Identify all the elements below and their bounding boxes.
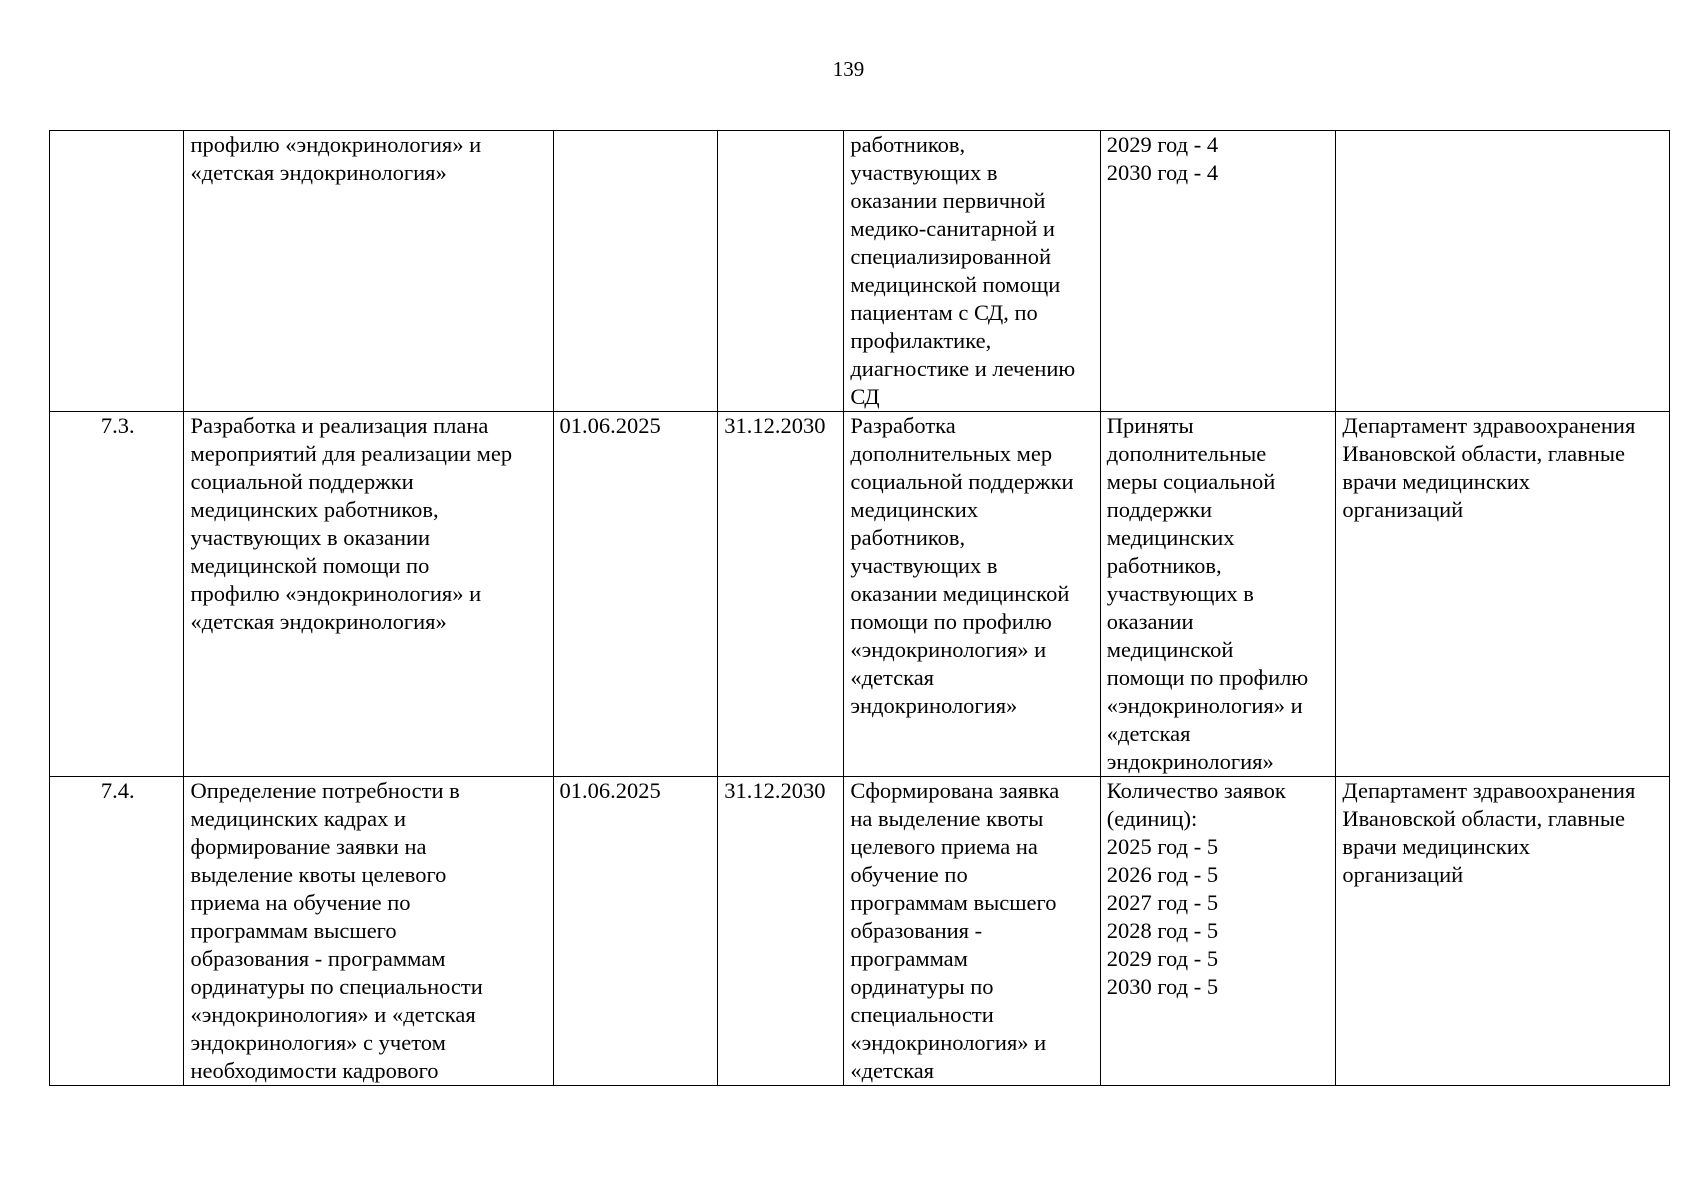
cell-text-line: 2029 год - 4 bbox=[1106, 132, 1219, 157]
cell-text-line: организаций bbox=[1342, 497, 1464, 522]
cell-text-line: Приняты bbox=[1106, 413, 1194, 438]
cell-text-line: (единиц): bbox=[1106, 806, 1198, 831]
cell-start-date: 01.06.2025 bbox=[553, 412, 718, 777]
cell-text-line: Определение потребности в bbox=[190, 778, 460, 803]
cell-text-line: «эндокринология» и bbox=[850, 637, 1047, 662]
cell-text-line: 2029 год - 5 bbox=[1106, 946, 1219, 971]
cell-text-line: оказании bbox=[1106, 609, 1194, 634]
cell-text-line: работников, bbox=[1106, 553, 1222, 578]
cell-text-line: эндокринология» bbox=[1106, 749, 1274, 774]
cell-text-line: 2027 год - 5 bbox=[1106, 890, 1219, 915]
cell-text-line: диагностике и лечению bbox=[850, 356, 1076, 381]
cell-text-line: образования - программам bbox=[190, 946, 446, 971]
cell-text-line: ординатуры по bbox=[850, 974, 994, 999]
cell-text-line: Сформирована заявка bbox=[850, 778, 1060, 803]
cell-number: 7.4. bbox=[50, 777, 184, 1086]
table-row bbox=[50, 412, 1670, 777]
cell-text-line: СД bbox=[850, 384, 880, 409]
cell-activity bbox=[184, 412, 553, 777]
cell-text-line: медицинской помощи bbox=[850, 272, 1061, 297]
table-row bbox=[50, 777, 1670, 1086]
cell-text-line: участвующих в оказании bbox=[190, 525, 431, 550]
cell-result bbox=[844, 412, 1100, 777]
cell-text-line: специальности bbox=[850, 1002, 994, 1027]
cell-text-line: целевого приема на bbox=[850, 834, 1038, 859]
cell-text-line: формирование заявки на bbox=[190, 834, 427, 859]
cell-text-line: работников, bbox=[850, 525, 966, 550]
cell-text-line: «детская эндокринология» bbox=[190, 160, 447, 185]
cell-text-line: Ивановской области, главные bbox=[1342, 806, 1625, 831]
cell-text-line: ординатуры по специальности bbox=[190, 974, 483, 999]
cell-text-line: «детская эндокринология» bbox=[190, 609, 447, 634]
cell-number: 7.3. bbox=[50, 412, 184, 777]
cell-text-line: приема на обучение по bbox=[190, 890, 411, 915]
cell-text-line: «эндокринология» и bbox=[850, 1030, 1047, 1055]
cell-text-line: 2025 год - 5 bbox=[1106, 834, 1219, 859]
cell-text-line: дополнительные bbox=[1106, 441, 1267, 466]
cell-result bbox=[844, 777, 1100, 1086]
cell-text-line: «эндокринология» и bbox=[1106, 693, 1303, 718]
cell-text-line: медицинской помощи по bbox=[190, 553, 430, 578]
cell-text-line: Разработка и реализация плана bbox=[190, 413, 489, 438]
cell-text-line: помощи по профилю bbox=[850, 609, 1052, 634]
cell-text-line: эндокринология» с учетом bbox=[190, 1030, 446, 1055]
cell-result bbox=[844, 131, 1100, 412]
cell-text-line: 2028 год - 5 bbox=[1106, 918, 1219, 943]
cell-text-line: медицинских работников, bbox=[190, 497, 439, 522]
cell-text-line: организаций bbox=[1342, 862, 1464, 887]
cell-text-line: программам bbox=[850, 946, 968, 971]
table-row bbox=[50, 131, 1670, 412]
activities-table bbox=[49, 130, 1670, 1086]
cell-text-line: обучение по bbox=[850, 862, 968, 887]
cell-text-line: участвующих в bbox=[1106, 581, 1254, 606]
cell-text-line: медицинских кадрах и bbox=[190, 806, 407, 831]
cell-responsible bbox=[1336, 131, 1670, 412]
cell-text-line: Ивановской области, главные bbox=[1342, 441, 1625, 466]
cell-indicator bbox=[1100, 777, 1336, 1086]
page-number: 139 bbox=[832, 57, 865, 81]
cell-text-line: медицинской bbox=[1106, 637, 1234, 662]
cell-text-line: мероприятий для реализации мер bbox=[190, 441, 513, 466]
cell-text-line: на выделение квоты bbox=[850, 806, 1044, 831]
cell-number bbox=[50, 131, 184, 412]
cell-text-line: работников, bbox=[850, 132, 966, 157]
cell-text-line: медико-санитарной и bbox=[850, 216, 1055, 241]
cell-text-line: врачи медицинских bbox=[1342, 469, 1531, 494]
cell-text-line: дополнительных мер bbox=[850, 441, 1053, 466]
cell-text-line: Количество заявок bbox=[1106, 778, 1286, 803]
cell-text-line: медицинских bbox=[1106, 525, 1235, 550]
cell-text-line: Департамент здравоохранения bbox=[1342, 413, 1636, 438]
cell-text-line: образования - bbox=[850, 918, 983, 943]
cell-text-line: программам высшего bbox=[190, 918, 397, 943]
cell-text-line: «эндокринология» и «детская bbox=[190, 1002, 476, 1027]
cell-text-line: «детская bbox=[850, 665, 935, 690]
cell-text-line: медицинских bbox=[850, 497, 979, 522]
cell-text-line: профилю «эндокринология» и bbox=[190, 581, 482, 606]
cell-indicator bbox=[1100, 131, 1336, 412]
cell-end-date: 31.12.2030 bbox=[718, 412, 844, 777]
cell-text-line: профилактике, bbox=[850, 328, 992, 353]
cell-text-line: меры социальной bbox=[1106, 469, 1276, 494]
cell-text-line: эндокринология» bbox=[850, 693, 1018, 718]
cell-text-line: специализированной bbox=[850, 244, 1051, 269]
cell-text-line: необходимости кадрового bbox=[190, 1058, 439, 1083]
cell-text-line: поддержки bbox=[1106, 497, 1213, 522]
cell-end-date: 31.12.2030 bbox=[718, 777, 844, 1086]
cell-text-line: выделение квоты целевого bbox=[190, 862, 447, 887]
cell-text-line: программам высшего bbox=[850, 890, 1057, 915]
cell-responsible bbox=[1336, 777, 1670, 1086]
cell-text-line: Департамент здравоохранения bbox=[1342, 778, 1636, 803]
cell-text-line: 2030 год - 4 bbox=[1106, 160, 1219, 185]
cell-activity bbox=[184, 131, 553, 412]
cell-text-line: пациентам с СД, по bbox=[850, 300, 1038, 325]
cell-text-line: врачи медицинских bbox=[1342, 834, 1531, 859]
cell-end-date bbox=[718, 131, 844, 412]
cell-text-line: участвующих в bbox=[850, 553, 998, 578]
cell-text-line: оказании медицинской bbox=[850, 581, 1070, 606]
cell-text-line: профилю «эндокринология» и bbox=[190, 132, 482, 157]
cell-activity bbox=[184, 777, 553, 1086]
cell-text-line: оказании первичной bbox=[850, 188, 1046, 213]
cell-indicator bbox=[1100, 412, 1336, 777]
cell-start-date: 01.06.2025 bbox=[553, 777, 718, 1086]
cell-text-line: помощи по профилю bbox=[1106, 665, 1309, 690]
cell-text-line: Разработка bbox=[850, 413, 956, 438]
cell-responsible bbox=[1336, 412, 1670, 777]
cell-text-line: участвующих в bbox=[850, 160, 998, 185]
cell-text-line: «детская bbox=[1106, 721, 1191, 746]
cell-text-line: социальной поддержки bbox=[190, 469, 414, 494]
cell-text-line: «детская bbox=[850, 1058, 935, 1083]
cell-text-line: социальной поддержки bbox=[850, 469, 1074, 494]
cell-text-line: 2026 год - 5 bbox=[1106, 862, 1219, 887]
cell-start-date bbox=[553, 131, 718, 412]
cell-text-line: 2030 год - 5 bbox=[1106, 974, 1219, 999]
